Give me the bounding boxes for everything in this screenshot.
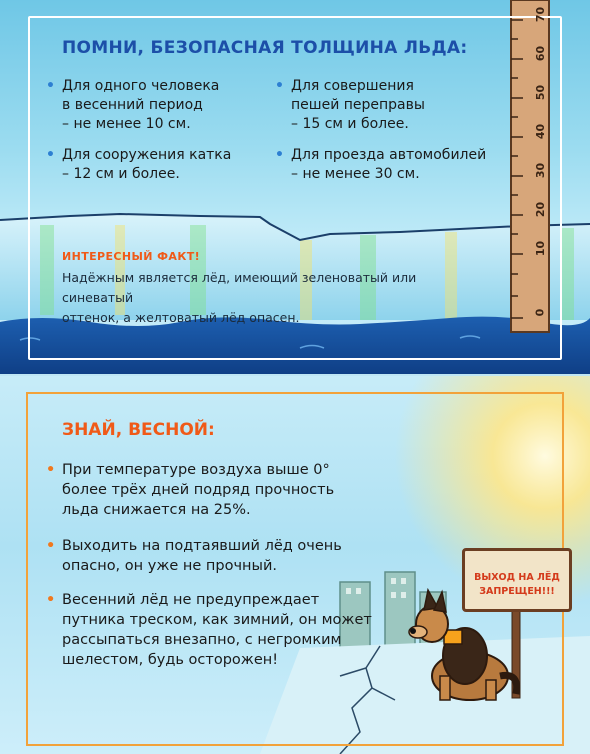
no-ice-access-sign xyxy=(462,548,572,612)
bullet-car-crossing: • Для проезда автомобилей – не менее 30 см. xyxy=(275,147,487,182)
ruler-label-70: 70 xyxy=(534,6,548,23)
bullet-dot: • xyxy=(275,78,284,94)
bullet-thawed-ice: • Выходить на подтаявший лёд очень опасно, он уже не прочный. xyxy=(46,538,342,574)
ruler-label-20: 20 xyxy=(534,201,548,218)
bullet-foot-crossing: • Для совершения пешей переправы – 15 см и более. xyxy=(275,78,425,132)
ruler xyxy=(511,0,549,332)
bullet-spring-ice-warning: • Весенний лёд не предупреждает путника треском, как зимний, он может рассыпаться внезапно, с негромким шелестом, будь осторожен! xyxy=(46,592,372,668)
ruler-label-40: 40 xyxy=(534,123,548,140)
bullet-one-person: • Для одного человека в весенний период – не менее 10 см. xyxy=(46,78,220,132)
sign-text: ВЫХОД НА ЛЁД ЗАПРЕЩЕН!!! xyxy=(474,572,560,597)
ice-thickness-panel xyxy=(0,0,590,374)
spring-title: ЗНАЙ, ВЕСНОЙ: xyxy=(62,420,215,440)
bullet-skating-rink: • Для сооружения катка – 12 см и более. xyxy=(46,147,232,182)
ruler-label-60: 60 xyxy=(534,45,548,62)
bullet-dot: • xyxy=(46,147,55,163)
interesting-fact-text: Надёжным является лёд, имеющий зеленоватый или синеватый оттенок, а желтоватый лёд опасен. xyxy=(62,270,417,325)
ruler-label-30: 30 xyxy=(534,162,548,179)
bullet-dot: • xyxy=(46,592,56,608)
ruler-label-50: 50 xyxy=(534,84,548,101)
ruler-ticks xyxy=(511,0,549,332)
bullet-dot: • xyxy=(275,147,284,163)
ruler-label-10: 10 xyxy=(534,240,548,257)
bullet-temperature: • При температуре воздуха выше 0° более трёх дней подряд прочность льда снижается на 25%. xyxy=(46,462,335,518)
ice-thickness-title: ПОМНИ, БЕЗОПАСНАЯ ТОЛЩИНА ЛЬДА: xyxy=(62,38,468,58)
bullet-dot: • xyxy=(46,538,56,554)
bullet-dot: • xyxy=(46,78,55,94)
bullet-dot: • xyxy=(46,462,56,478)
ruler-label-0: 0 xyxy=(533,308,547,317)
interesting-fact-title: ИНТЕРЕСНЫЙ ФАКТ! xyxy=(62,250,201,263)
